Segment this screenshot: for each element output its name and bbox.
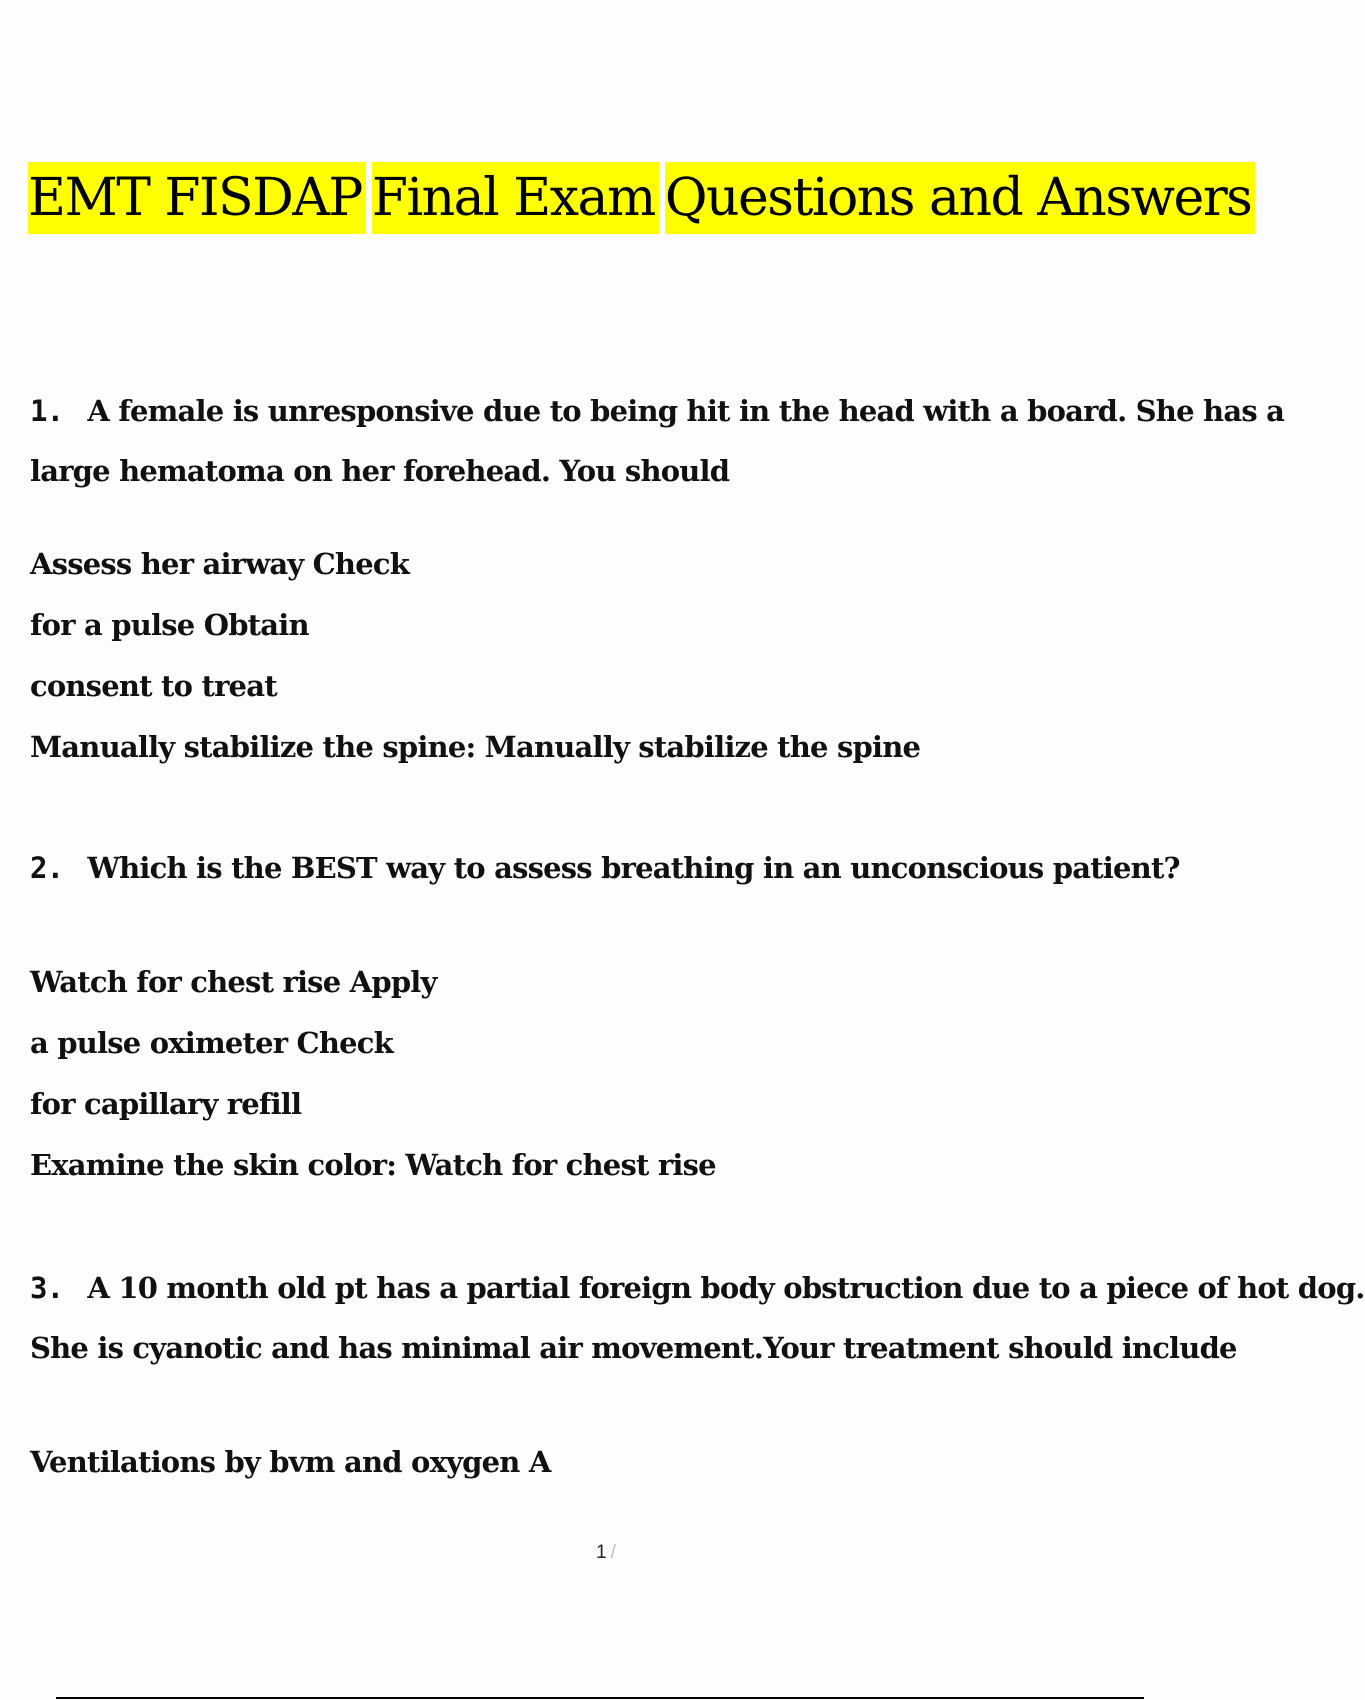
question-text: Which is the BEST way to assess breathing in an unconscious patient? xyxy=(87,851,1180,885)
question-line xyxy=(30,1258,1365,1318)
question-number: 3. xyxy=(30,1271,64,1305)
question-text: A female is unresponsive due to being hit in the head with a board. She has a xyxy=(87,394,1285,428)
question-line xyxy=(30,381,1285,441)
answer-block-1 xyxy=(30,534,920,778)
title-segment: Final Exam xyxy=(372,162,659,234)
page-number-separator: / xyxy=(610,1542,616,1563)
answer-line: Ventilations by bvm and oxygen A xyxy=(30,1445,551,1479)
question-text: A 10 month old pt has a partial foreign body obstruction due to a piece of hot dog. xyxy=(87,1271,1365,1305)
bottom-divider xyxy=(56,1697,1144,1699)
question-3 xyxy=(30,1258,1365,1378)
title-segment: Questions and Answers xyxy=(665,162,1255,234)
answer-line: for capillary refill xyxy=(30,1087,302,1121)
question-2 xyxy=(30,838,1200,898)
question-line xyxy=(30,838,1200,898)
answer-line: Assess her airway Check xyxy=(30,547,410,581)
answer-line: Examine the skin color: Watch for chest rise xyxy=(30,1148,716,1182)
answer-line: Manually stabilize the spine: Manually stabilize the spine xyxy=(30,730,921,764)
question-text: She is cyanotic and has minimal air movement.Your treatment should include xyxy=(30,1331,1237,1365)
answer-line: consent to treat xyxy=(30,669,277,703)
document-title xyxy=(28,162,1252,234)
question-1 xyxy=(30,381,1285,501)
question-text: large hematoma on her forehead. You should xyxy=(30,454,730,488)
page-number-value: 1 xyxy=(596,1542,607,1563)
answer-line: for a pulse Obtain xyxy=(30,608,309,642)
answer-line: a pulse oximeter Check xyxy=(30,1026,393,1060)
page-number xyxy=(596,1542,616,1564)
answer-line: Watch for chest rise Apply xyxy=(30,965,437,999)
answer-block-2 xyxy=(30,952,716,1196)
question-number: 2. xyxy=(30,851,64,885)
answer-block-3 xyxy=(30,1432,551,1493)
question-number: 1. xyxy=(30,394,64,428)
title-segment: EMT FISDAP xyxy=(28,162,366,234)
